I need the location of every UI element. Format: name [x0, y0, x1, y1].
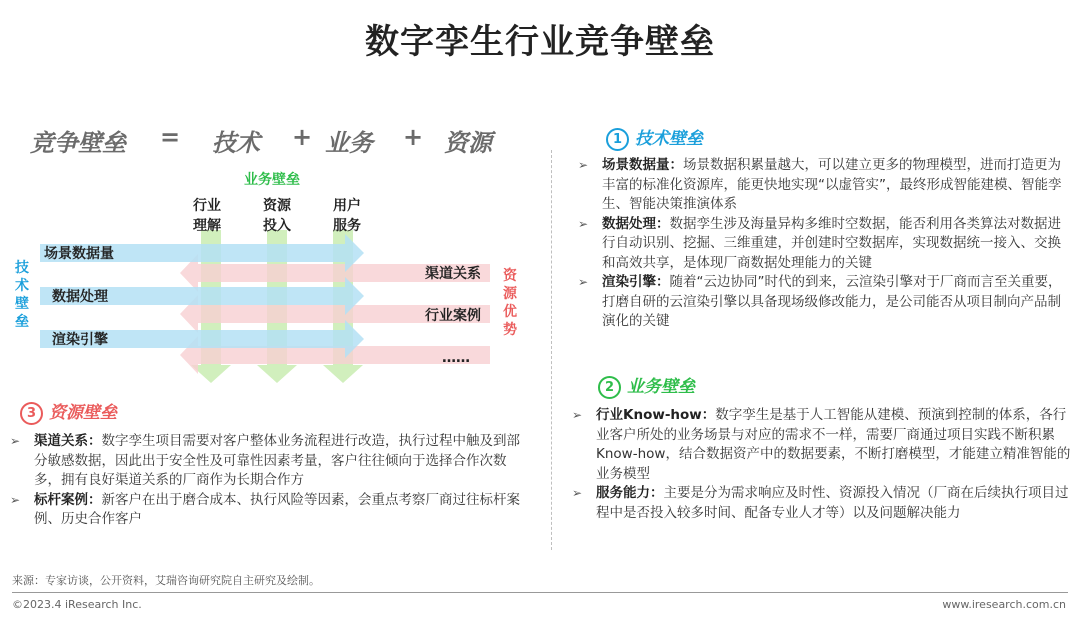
bullet-text: 随着“云边协同”时代的到来，云渲染引擎对于厂商而言至关重要，打磨自研的云渲染引擎以具备现场级修改能力，是公司能否从项目制向产品制演化的关键 — [602, 274, 1062, 329]
resource-advantage-label-char: 资 — [503, 268, 517, 284]
column-divider — [551, 150, 552, 550]
tech-barrier-label-char: 术 — [15, 278, 29, 294]
resource-row-label-more: …… — [442, 350, 470, 366]
tech-row-label-render-engine: 渲染引擎 — [52, 332, 108, 348]
formula-tech: 技术 — [212, 129, 260, 157]
resource-bullets — [6, 432, 526, 530]
tech-barrier-label-char: 壁 — [15, 296, 29, 312]
column-label-resource-line2: 投入 — [263, 218, 291, 234]
list-item — [568, 406, 1074, 484]
tech-barrier-label — [14, 259, 29, 330]
resource-advantage-label-char: 势 — [503, 322, 517, 338]
column-label-industry-line1: 行业 — [193, 198, 221, 214]
list-item — [574, 273, 1074, 332]
business-section-title: 业务壁垒 — [627, 377, 695, 397]
business-bullets — [568, 406, 1074, 523]
formula-plus-2: + — [403, 123, 424, 151]
formula-plus-1: + — [292, 123, 313, 151]
tech-bullets — [574, 156, 1074, 332]
bullet-term: 数据处理： — [602, 215, 670, 232]
formula-lhs: 竞争壁垒 — [30, 129, 126, 157]
resource-advantage-label-char: 源 — [503, 286, 517, 302]
bullet-arrow-icon: ➢ — [572, 408, 583, 422]
tech-section-heading — [606, 124, 703, 151]
list-item — [574, 215, 1074, 274]
bullet-text: 数据孪生涉及海量异构多维时空数据，能否利用各类算法对数据进行自动识别、挖掘、三维重建，并创建时空数据库，实现数据统一接入、交换和高效共享，是体现厂商数据处理能力的关键 — [602, 215, 1061, 271]
source-note: 来源：专家访谈，公开资料，艾瑞咨询研究院自主研究及绘制。 — [12, 574, 320, 587]
tech-barrier-label-char: 技 — [15, 260, 29, 276]
list-item — [6, 432, 526, 491]
column-label-service-line1: 用户 — [333, 198, 361, 214]
tech-section-number: 1 — [606, 128, 629, 151]
resource-advantage-label — [503, 267, 518, 338]
formula-resource: 资源 — [444, 129, 492, 157]
copyright: ©2023.4 iResearch Inc. — [12, 598, 142, 611]
formula-equals: = — [160, 123, 181, 151]
website-link[interactable]: www.iresearch.com.cn — [942, 598, 1066, 611]
resource-row-label-channel: 渠道关系 — [425, 266, 481, 282]
bullet-text: 数字孪生项目需要对客户整体业务流程进行改造，执行过程中触及到部分敏感数据，因此出于安全性及可靠性因素考量，客户往往倾向于选择合作次数多，拥有良好渠道关系的厂商作为长期合作方 — [34, 433, 520, 488]
bullet-text: 主要是分为需求响应及时性、资源投入情况（厂商在后续执行项目过程中是否投入较多时间、配备专业人才等）以及问题解决能力 — [596, 485, 1069, 521]
barrier-diagram — [0, 0, 540, 400]
bullet-term: 行业Know-how： — [596, 407, 716, 423]
bullet-term: 渠道关系： — [34, 433, 102, 449]
column-label-resource-line1: 资源 — [263, 198, 291, 214]
column-label-industry-line2: 理解 — [193, 218, 221, 234]
business-section-heading — [598, 372, 695, 399]
business-barrier-label: 业务壁垒 — [244, 172, 300, 188]
resource-section-title: 资源壁垒 — [49, 403, 117, 423]
column-label-service-line2: 服务 — [333, 218, 361, 234]
footer-divider — [12, 592, 1068, 593]
bullet-term: 渲染引擎： — [602, 274, 670, 290]
bullet-term: 服务能力： — [596, 485, 664, 501]
resource-section-number: 3 — [20, 402, 43, 425]
list-item — [574, 156, 1074, 215]
resource-row-label-cases: 行业案例 — [425, 308, 481, 324]
tech-barrier-label-char: 垒 — [15, 314, 29, 330]
bullet-arrow-icon: ➢ — [578, 158, 589, 172]
bullet-text: 新客户在出于磨合成本、执行风险等因素，会重点考察厂商过往标杆案例、历史合作客户 — [34, 491, 520, 527]
tech-row-label-data-processing: 数据处理 — [52, 289, 108, 305]
resource-section-heading — [20, 398, 117, 425]
business-section-number: 2 — [598, 376, 621, 399]
bullet-term: 场景数据量： — [602, 157, 683, 173]
bullet-arrow-icon: ➢ — [10, 492, 21, 507]
bullet-text: 场景数据积累量越大，可以建立更多的物理模型，进而打造更为丰富的标准化资源库，能更快地实现“以虚管实”，最终形成智能建模、智能孪生、智能决策推演体系 — [602, 157, 1062, 212]
tech-row-label-scene-data: 场景数据量 — [44, 246, 114, 262]
resource-advantage-label-char: 优 — [503, 304, 517, 320]
formula-business: 业务 — [325, 129, 373, 157]
tech-section-title: 技术壁垒 — [635, 129, 703, 149]
list-item — [568, 484, 1074, 523]
bullet-term: 标杆案例： — [34, 491, 102, 508]
bullet-text: 数字孪生是基于人工智能从建模、预演到控制的体系，各行业客户所处的业务场景与对应的需求不一样，需要厂商通过项目实践不断积累Know-how，结合数据资产中的数据要素，不断打磨模型，才能建立精准智能的业务模型 — [596, 407, 1071, 482]
page-title: 数字孪生行业竞争壁垒 — [365, 22, 715, 62]
bullet-arrow-icon: ➢ — [10, 434, 21, 448]
bullet-arrow-icon: ➢ — [572, 486, 583, 500]
bullet-arrow-icon: ➢ — [578, 216, 589, 231]
list-item — [6, 491, 526, 530]
bullet-arrow-icon: ➢ — [578, 275, 589, 289]
